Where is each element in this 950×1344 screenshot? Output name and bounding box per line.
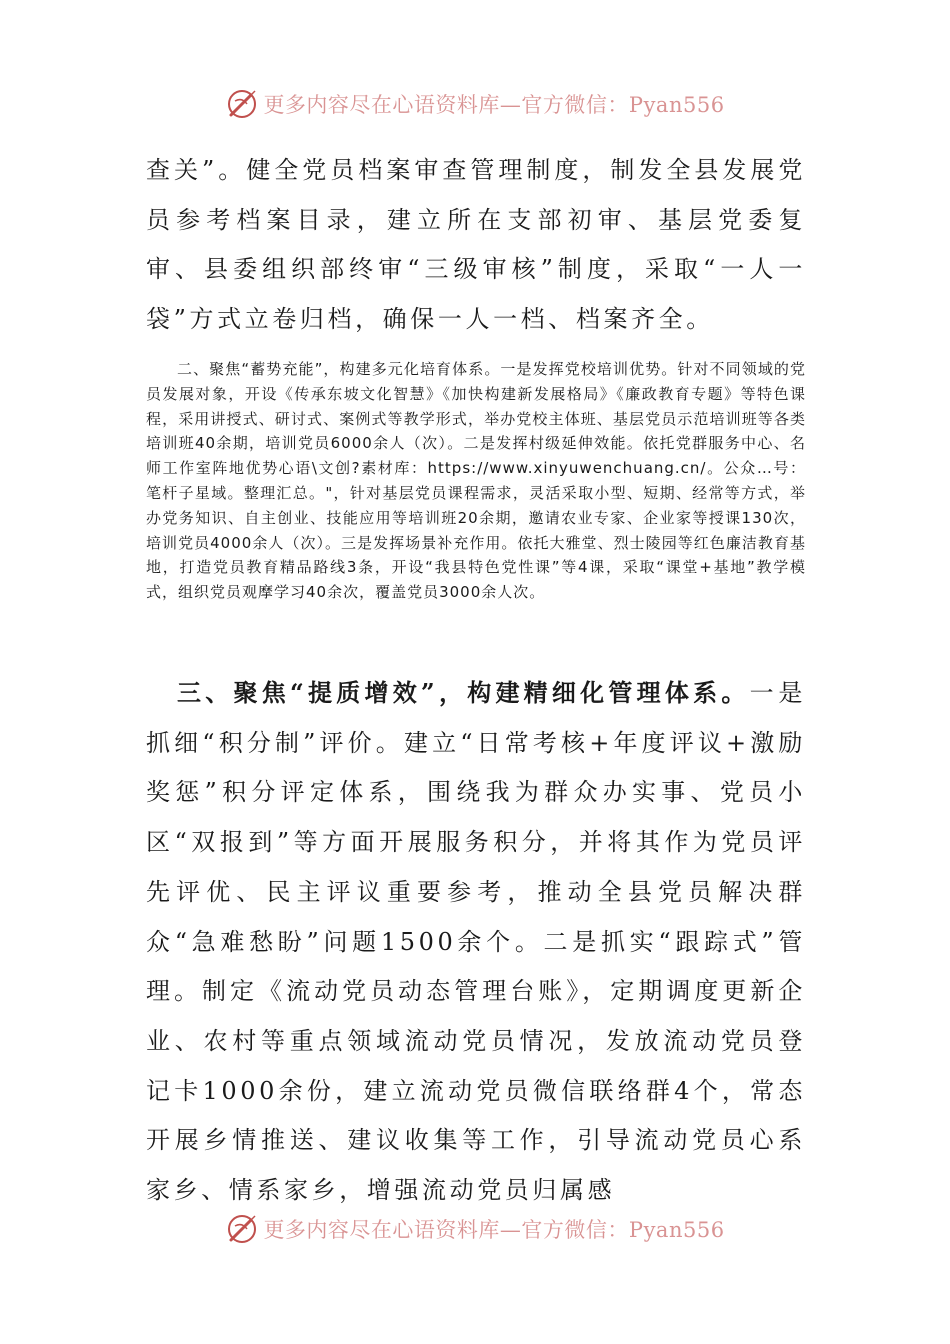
footer-banner-text: 更多内容尽在心语资料库—官方微信：Pyan556 <box>263 1218 725 1242</box>
header-banner-text: 更多内容尽在心语资料库—官方微信：Pyan556 <box>263 93 725 117</box>
section-heading-management: 三、聚焦“提质增效”，构建精细化管理体系。 <box>177 678 750 707</box>
paragraph-training-system: 二、聚焦“蓄势充能”，构建多元化培育体系。一是发挥党校培训优势。针对不同领域的党员发展对象，开设《传承东坡文化智慧》《加快构建新发展格局》《廉政教育专题》等特色课程，采用讲授式、研讨式、案例式等教学形式，举办党校主体班、基层党员示范培训班等各类培训班40余期，培训党员6000余人（次）。二是发挥村级延伸效能。依托党群服务中心、名师工作室阵地优势心语\文创?素材库：https://www.xinyuwenchuang.cn/。公众…号：笔杆子星域。整理汇总。"，针对基层党员课程需求，灵活采取小型、短期、经常等方式，举办党务知识、自主创业、技能应用等培训班20余期，邀请农业专家、企业家等授课130次，培训党员4000余人（次）。三是发挥场景补充作用。依托大雅堂、烈士陵园等红色廉洁教育基地，打造党员教育精品路线3条，开设“我县特色党性课”等4课，采取“课堂+基地”教学模式，组织党员观摩学习40余次，覆盖党员3000余人次。 <box>146 360 806 602</box>
page-header-banner <box>0 84 950 124</box>
paragraph-management-body: 一是抓细“积分制”评价。建立“日常考核+年度评议+激励奖惩”积分评定体系，围绕我为群众办实事、党员小区“双报到”等方面开展服务积分，并将其作为党员评先评优、民主评议重要参考，推动全县党员解决群众“急难愁盼”问题1500余个。二是抓实“跟踪式”管理。制定《流动党员动态管理台账》，定期调度更新企业、农村等重点领域流动党员情况，发放流动党员登记卡1000余份，建立流动党员微信联络群4个，常态开展乡情推送、建议收集等工作，引导流动党员心系家乡、情系家乡，增强流动党员归属感 <box>146 679 806 1205</box>
paragraph-archive-review: 查关”。健全党员档案审查管理制度，制发全县发展党员参考档案目录，建立所在支部初审、基层党委复审、县委组织部终审“三级审核”制度，采取“一人一袋”方式立卷归档，确保一人一档、档案齐全。 <box>146 156 806 334</box>
pen-circle-logo-icon <box>225 1212 259 1246</box>
paragraph-management-system <box>146 668 806 1216</box>
page-footer-banner <box>0 1209 950 1249</box>
pen-circle-logo-icon <box>225 87 259 121</box>
